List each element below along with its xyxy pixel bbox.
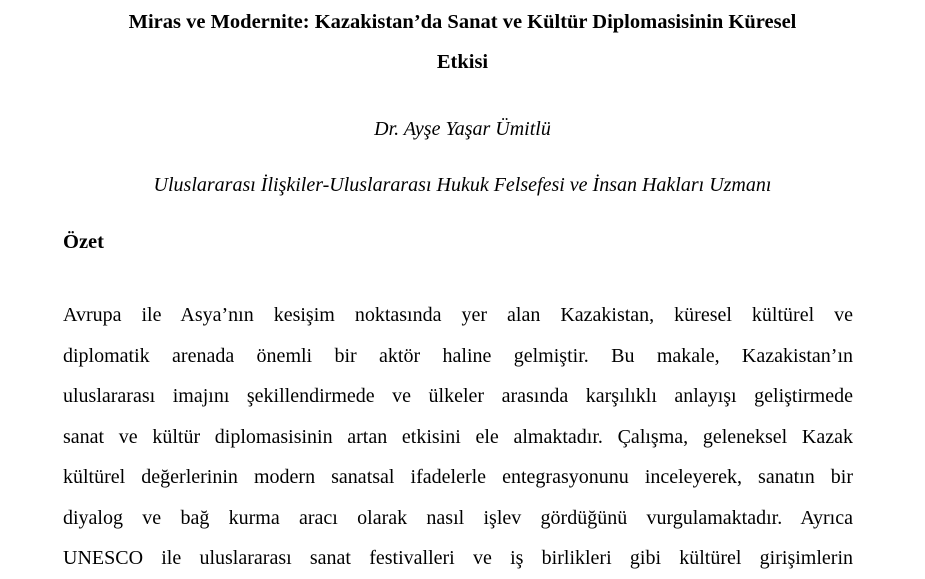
paper-title-line-1: Miras ve Modernite: Kazakistan’da Sanat ve Kültür Diplomasisinin Küresel xyxy=(128,11,797,33)
paper-title-line-2: Etkisi xyxy=(436,51,489,73)
abstract-line: UNESCO ile uluslararası sanat festivalleri ve iş birlikleri gibi kültürel girişimlerin xyxy=(63,547,853,569)
author-affiliation: Uluslararası İlişkiler-Uluslararası Hukuk Felsefesi ve İnsan Hakları Uzmanı xyxy=(153,174,772,196)
abstract-body xyxy=(63,295,853,579)
abstract-line: kültürel değerlerinin modern sanatsal ifadelerle entegrasyonunu inceleyerek, sanatın bir xyxy=(63,466,853,488)
abstract-line: Avrupa ile Asya’nın kesişim noktasında yer alan Kazakistan, küresel kültürel ve xyxy=(63,304,853,326)
abstract-line: sanat ve kültür diplomasisinin artan etkisini ele almaktadır. Çalışma, geleneksel Kazak xyxy=(63,425,853,448)
abstract-line: diplomatik arenada önemli bir aktör haline gelmiştir. Bu makale, Kazakistan’ın xyxy=(63,344,853,367)
abstract-heading: Özet xyxy=(63,231,104,253)
author-name: Dr. Ayşe Yaşar Ümitlü xyxy=(374,118,551,140)
abstract-line: diyalog ve bağ kurma aracı olarak nasıl işlev gördüğünü vurgulamaktadır. Ayrıca xyxy=(63,506,853,529)
abstract-line: uluslararası imajını şekillendirmede ve ülkeler arasında karşılıklı anlayışı geliştirmede xyxy=(63,385,853,407)
